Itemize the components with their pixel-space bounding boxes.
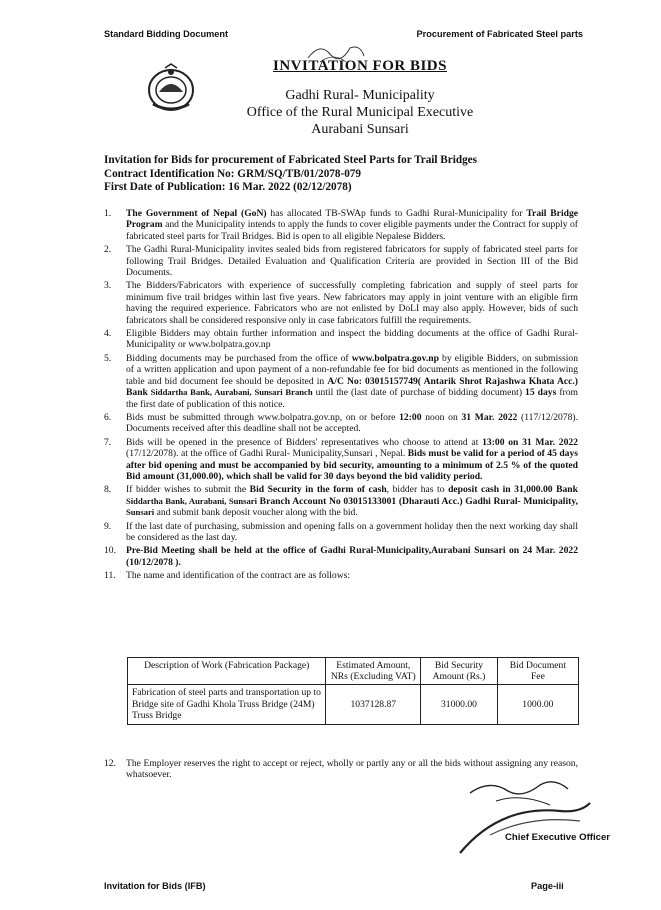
clause-text: has allocated TB-SWAp funds to Gadhi Rural-Municipality for — [266, 208, 527, 219]
clause-text: and submit bank deposit voucher along with the bid. — [154, 507, 358, 519]
cell-document-fee: 1000.00 — [497, 685, 578, 725]
clause-number: 5. — [104, 352, 112, 364]
contract-table — [127, 657, 579, 725]
clause-text: and the Municipality intends to apply the funds to cover eligible payments under the Contract for supply of fabricated steel parts for Trail Bridges. Bid is open to all eligible Nepalese Bidders. — [126, 219, 578, 242]
clause-text-bold: 15 days — [525, 387, 557, 399]
district-name: Sunsari — [126, 507, 155, 518]
clause-text-bold: A/C No: 03015157749( Antarik Shrot Rajashwa Khata Acc.) Bank — [126, 375, 578, 399]
clause-text-bold: Branch Account No 03015133001 (Dharauti Acc.) Gadhi Rural- Municipality, — [257, 495, 578, 507]
municipality-name: Gadhi Rural- Municipality — [285, 88, 435, 103]
clause-number: 12. — [104, 758, 116, 769]
clause-text-bold: 12:00 — [399, 411, 422, 423]
clause-text: The Gadhi Rural-Municipality invites sealed bids from registered fabricators for supply of fabricated steel parts for following Trail Bridges. Detailed Evaluation and Qualification Criteria are provided in Section III of the Bid Documents. — [126, 244, 578, 279]
clause-11 — [104, 570, 578, 581]
clause-text-bold: Pre-Bid Meeting shall be held at the office of Gadhi Rural-Municipality,Aurabani Sunsari on 24 Mar. 2022 (10/12/2078 ). — [126, 545, 578, 568]
clause-10 — [104, 545, 578, 568]
table-header-row — [128, 658, 579, 685]
clause-number: 7. — [104, 436, 112, 448]
clause-9 — [104, 521, 578, 544]
office-location: Aurabani Sunsari — [311, 122, 409, 137]
footer-page-number: Page-iii — [531, 881, 564, 891]
subject-block — [104, 154, 584, 195]
col-header-bid-security: Bid Security Amount (Rs.) — [421, 658, 498, 685]
bank-branch: Siddartha Bank, Aurabani, Sunsari Branch — [147, 387, 313, 398]
col-header-estimated-amount: Estimated Amount, NRs (Excluding VAT) — [326, 658, 421, 685]
clause-text: The Bidders/Fabricators with experience of successfully completing fabrication and supply of steel parts for minimum five trail bridges within last five years. New fabricators may apply in joint venture with an eligible firm having the required experience. Fabricators who are not enlisted by DoLI may also apply. However, bids of such fabricators shall be considered responsive only in case fabricators fulfill the requirements. — [126, 280, 578, 326]
clause-number: 6. — [104, 411, 112, 423]
invitation-heading: INVITATION FOR BIDS — [273, 58, 447, 74]
clause-number: 4. — [104, 328, 112, 340]
clause-7 — [104, 437, 578, 483]
clause-6 — [104, 412, 578, 435]
clause-8 — [104, 484, 578, 518]
clause-text: by eligible Bidders, on submission of a written application and upon payment of a non-refundable fee for bid documents as mentioned in the following table and bid document fee should be deposited in — [126, 352, 578, 387]
title-block — [190, 58, 530, 138]
publication-date: First Date of Publication: 16 Mar. 2022 (02/12/2078) — [104, 181, 352, 194]
bank-branch: Siddartha Bank, Aurabani, Sunsari — [126, 495, 257, 506]
col-header-description: Description of Work (Fabrication Package) — [128, 658, 326, 685]
clause-4 — [104, 328, 578, 351]
clause-text-bold: deposit cash in 31,000.00 Bank — [448, 484, 578, 496]
office-name: Office of the Rural Municipal Executive — [246, 105, 474, 120]
table-row — [128, 685, 579, 725]
clause-text: , bidder has to — [386, 484, 449, 496]
clause-1 — [104, 208, 578, 242]
clause-number: 10. — [104, 545, 116, 557]
clause-text: (117/12/2078). Documents received after this deadline shall not be accepted. — [126, 411, 578, 435]
clause-number: 9. — [104, 520, 112, 532]
clause-text: Bids will be opened in the presence of Bidders' representatives who choose to attend at — [126, 436, 483, 448]
signatory-title: Chief Executive Officer — [505, 832, 611, 843]
clause-number: 3. — [104, 280, 112, 292]
clause-text: until the (last date of purchase of bidding document) — [312, 387, 526, 399]
clause-text: If bidder wishes to submit the — [126, 484, 250, 496]
clause-text: Bids must be submitted through www.bolpatra.gov.np, on or before — [126, 411, 400, 423]
clause-text-bold: The Government of Nepal (GoN) — [126, 208, 267, 219]
clause-text: The Employer reserves the right to accept or reject, wholly or partly any or all the bids without assigning any reason, whatsoever. — [126, 758, 578, 781]
header-procurement-title: Procurement of Fabricated Steel parts — [416, 29, 583, 39]
clause-text-bold: www.bolpatra.gov.np — [351, 352, 439, 364]
clause-2 — [104, 244, 578, 278]
clause-list — [104, 208, 578, 584]
clause-text: If the last date of purchasing, submission and opening falls on a government holiday then the next working day shall be considered as the last day. — [126, 520, 578, 543]
cell-estimated-amount: 1037128.87 — [326, 685, 421, 725]
clause-number: 2. — [104, 244, 112, 256]
clause-number: 1. — [104, 208, 112, 219]
clause-5 — [104, 353, 578, 410]
clause-number: 11. — [104, 570, 116, 582]
clause-text-bold: Trail Bridge Program — [126, 208, 578, 231]
cell-description: Fabrication of steel parts and transportation up to Bridge site of Gadhi Khola Truss Bridge (24M) Truss Bridge — [128, 685, 326, 725]
contract-identification: Contract Identification No: GRM/SQ/TB/01/2078-079 — [104, 167, 361, 180]
subject-line: Invitation for Bids for procurement of Fabricated Steel Parts for Trail Bridges — [104, 154, 477, 166]
cell-bid-security: 31000.00 — [421, 685, 498, 725]
clause-number: 8. — [104, 484, 112, 496]
clause-text: The name and identification of the contract are as follows: — [126, 570, 351, 582]
clause-text: noon on — [421, 411, 462, 423]
clause-text: (17/12/2078). at the office of Gadhi Rural- Municipality,Sunsari , Nepal. — [126, 448, 408, 460]
clause-text-bold: 13:00 on 31 Mar. 2022 — [482, 436, 578, 448]
footer-section-title: Invitation for Bids (IFB) — [104, 881, 206, 891]
clause-3 — [104, 280, 578, 326]
clause-text-bold: Bids must be valid for a period of 45 days after bid opening and must be accompanied by bid security, amounting to a minimum of 2.5 % of the quoted Bid amount (31,000.00), which shall be valid for 30 days beyond the bid validity period. — [126, 448, 578, 482]
col-header-document-fee: Bid Document Fee — [497, 658, 578, 685]
clause-text-bold: 31 Mar. 2022 — [461, 411, 518, 423]
clause-text-bold: Bid Security in the form of cash — [249, 484, 387, 496]
clause-text: Eligible Bidders may obtain further information and inspect the bidding documents at the office of Gadhi Rural- Municipality or www.bolpatra.gov.np — [126, 328, 578, 351]
signature-stamp-icon — [450, 775, 600, 855]
header-doc-type: Standard Bidding Document — [104, 29, 229, 39]
clause-text: from the first date of publication of this notice. — [126, 387, 578, 410]
clause-text: Bidding documents may be purchased from the office of — [126, 352, 352, 364]
